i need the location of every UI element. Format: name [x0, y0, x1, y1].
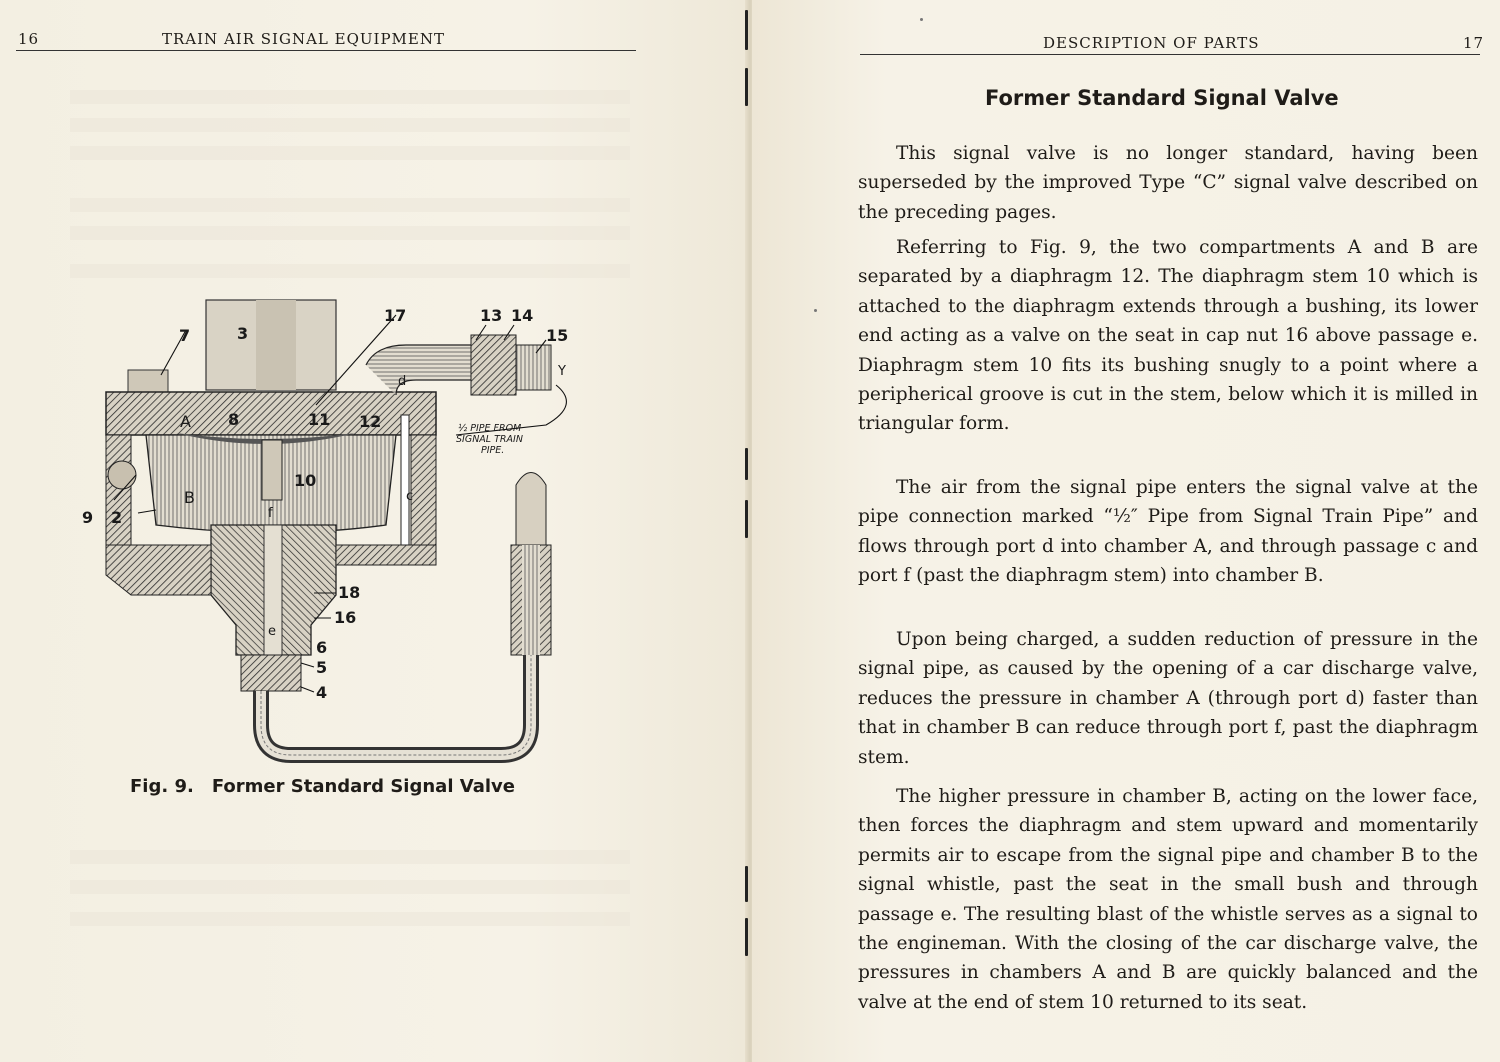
callout-7: 7	[179, 326, 191, 345]
callout-12: 12	[359, 412, 382, 431]
left-page	[0, 0, 748, 1062]
bleed-through-text	[70, 880, 630, 894]
callout-A: A	[180, 412, 191, 431]
callout-17: 17	[384, 306, 407, 325]
callout-16: 16	[334, 608, 357, 627]
paragraph-text: Referring to Fig. 9, the two compartments A and B are separated by a diaphragm 12. The diaphragm stem 10 which is attached to the diaphragm extends through a bushing, its lower end acting as a valve on the seat in cap nut 16 above passage e. Diaphragm stem 10 fits its bushing snugly to a point where a peripherical groove is cut in the stem, below which it is milled in triangular form.	[858, 237, 1478, 435]
pipe-note-line-3: PIPE.	[481, 445, 505, 456]
bleed-through-text	[70, 850, 630, 864]
callout-4: 4	[316, 683, 328, 702]
bleed-through-text	[70, 198, 630, 212]
callout-3: 3	[237, 324, 249, 343]
pipe-note-line-2: SIGNAL TRAIN	[456, 434, 523, 445]
bleed-through-text	[70, 146, 630, 160]
binding-stitch	[745, 866, 748, 902]
running-head-right: DESCRIPTION OF PARTS	[1043, 34, 1260, 52]
callout-10: 10	[294, 471, 317, 490]
callout-c: c	[406, 489, 414, 504]
binding-stitch	[745, 918, 748, 956]
callout-8: 8	[228, 410, 240, 429]
binding-stitch	[745, 448, 748, 480]
callout-14: 14	[511, 306, 534, 325]
callout-B: B	[184, 488, 195, 507]
page-number-right: 17	[1463, 34, 1485, 52]
callout-5: 5	[316, 658, 328, 677]
paragraph-2	[858, 233, 1478, 439]
pipe-note-line-1: ½ PIPE FROM	[458, 423, 522, 434]
callout-d: d	[398, 374, 407, 389]
paragraph-3	[858, 473, 1478, 591]
header-rule-right	[860, 54, 1480, 55]
callout-6: 6	[316, 638, 328, 657]
callout-Y: Y	[558, 364, 566, 379]
paragraph-text: The air from the signal pipe enters the signal valve at the pipe connection marked “½″ Pipe from Signal Train Pipe” and flows through port d into chamber A, and through passage c and port f (past the diaphragm stem) into chamber B.	[858, 477, 1478, 587]
page-number-left: 16	[18, 30, 40, 48]
bleed-through-text	[70, 264, 630, 278]
figure-caption	[130, 776, 515, 797]
figure-caption-text: Former Standard Signal Valve	[211, 776, 515, 797]
bleed-through-text	[70, 912, 630, 926]
running-head-left: TRAIN AIR SIGNAL EQUIPMENT	[162, 30, 445, 48]
section-title: Former Standard Signal Valve	[985, 86, 1339, 110]
binding-stitch	[745, 68, 748, 106]
binding-stitch	[745, 10, 748, 50]
callout-2: 2	[111, 508, 123, 527]
paragraph-text: The higher pressure in chamber B, acting on the lower face, then forces the diaphragm and stem upward and momentarily permits air to escape from the signal pipe and chamber B to the signal whistle, past the seat in the small bush and through passage e. The resulting blast of the whistle serves as a signal to the engineman. With the closing of the car discharge valve, the pressures in chambers A and B are quickly balanced and the valve at the end of stem 10 returned to its seat.	[858, 786, 1478, 1013]
callout-18: 18	[338, 583, 361, 602]
callout-13: 13	[480, 306, 503, 325]
paragraph-5	[858, 782, 1478, 1017]
paper-speck	[814, 309, 817, 312]
paper-speck	[920, 18, 923, 21]
bleed-through-text	[70, 90, 630, 104]
paragraph-text: This signal valve is no longer standard, having been superseded by the improved Type “C” signal valve described on the preceding pages.	[858, 143, 1478, 223]
paragraph-text: Upon being charged, a sudden reduction of pressure in the signal pipe, as caused by the opening of a car discharge valve, reduces the pressure in chamber A (through port d) faster than that in chamber B can reduce through port f, past the diaphragm stem.	[858, 629, 1478, 768]
paragraph-4	[858, 625, 1478, 772]
bleed-through-text	[70, 118, 630, 132]
callout-11: 11	[308, 410, 331, 429]
callout-e: e	[268, 624, 276, 639]
header-rule-left	[16, 50, 636, 51]
callout-15: 15	[546, 326, 569, 345]
callout-f: f	[268, 506, 273, 521]
binding-stitch	[745, 500, 748, 538]
figure-number: Fig. 9.	[130, 776, 194, 797]
callout-9: 9	[82, 508, 94, 527]
paragraph-1	[858, 139, 1478, 227]
bleed-through-text	[70, 226, 630, 240]
